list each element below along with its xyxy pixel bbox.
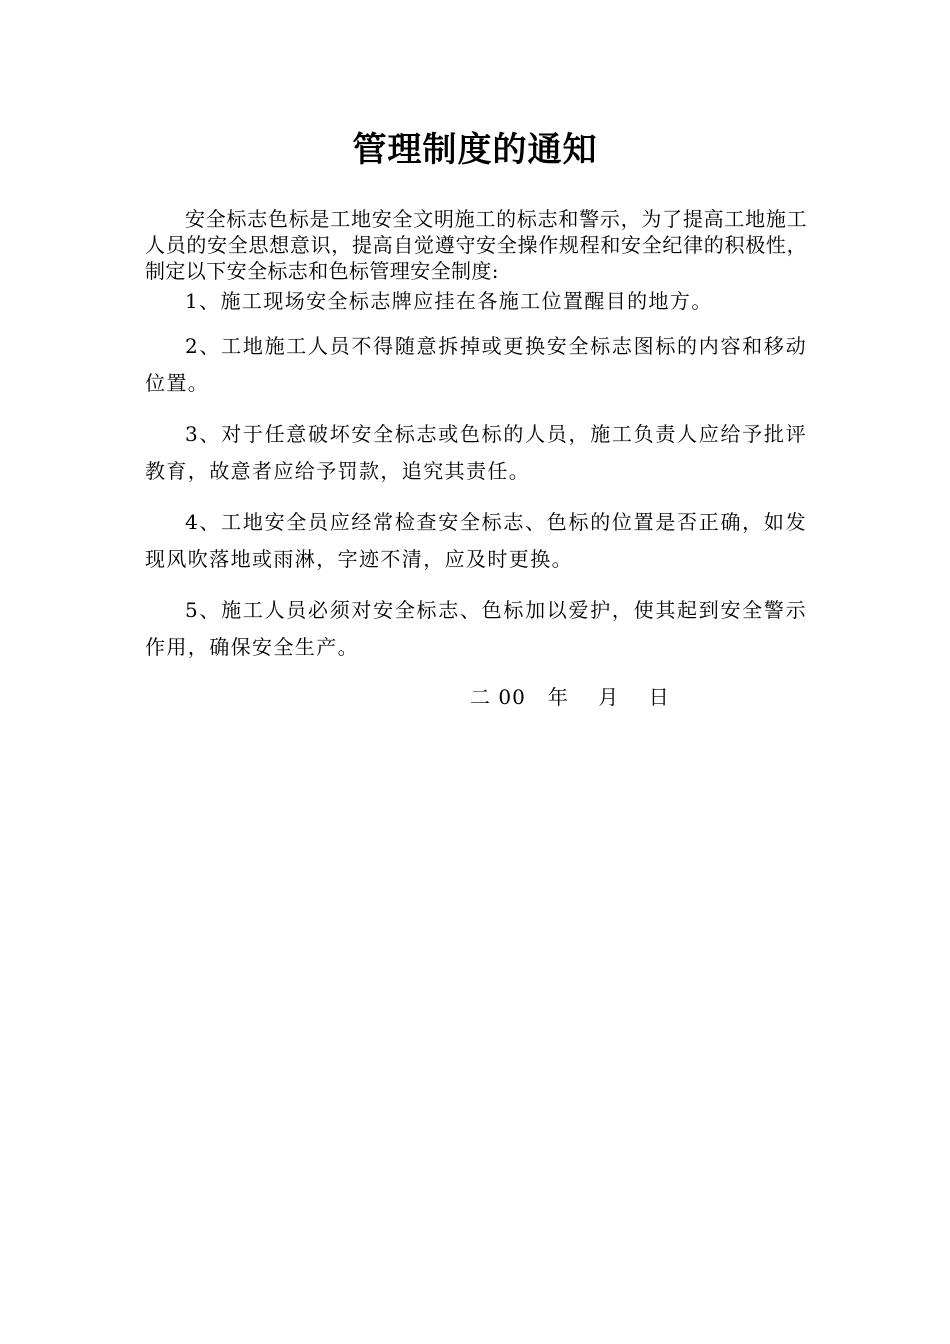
intro-paragraph: 安全标志色标是工地安全文明施工的标志和警示，为了提高工地施工人员的安全思想意识，提高自觉遵守安全操作规程和安全纪律的积极性，制定以下安全标志和色标管理安全制度: [145,207,807,283]
rule-item-1: 1、施工现场安全标志牌应挂在各施工位置醒目的地方。 [185,289,713,313]
date-line: 二 00 年 月 日 [470,685,670,709]
rule-item-5: 5、施工人员必须对安全标志、色标加以爱护，使其起到安全警示作用，确保安全生产。 [145,598,807,659]
rule-item-2: 2、工地施工人员不得随意拆掉或更换安全标志图标的内容和移动位置。 [145,334,807,395]
rule-item-4: 4、工地安全员应经常检查安全标志、色标的位置是否正确，如发现风吹落地或雨淋，字迹不清，应及时更换。 [145,510,807,571]
document-body [145,206,807,666]
page-title: 管理制度的通知 [352,130,598,170]
rule-item-3: 3、对于任意破坏安全标志或色标的人员，施工负责人应给予批评教育，故意者应给予罚款，追究其责任。 [145,422,807,483]
